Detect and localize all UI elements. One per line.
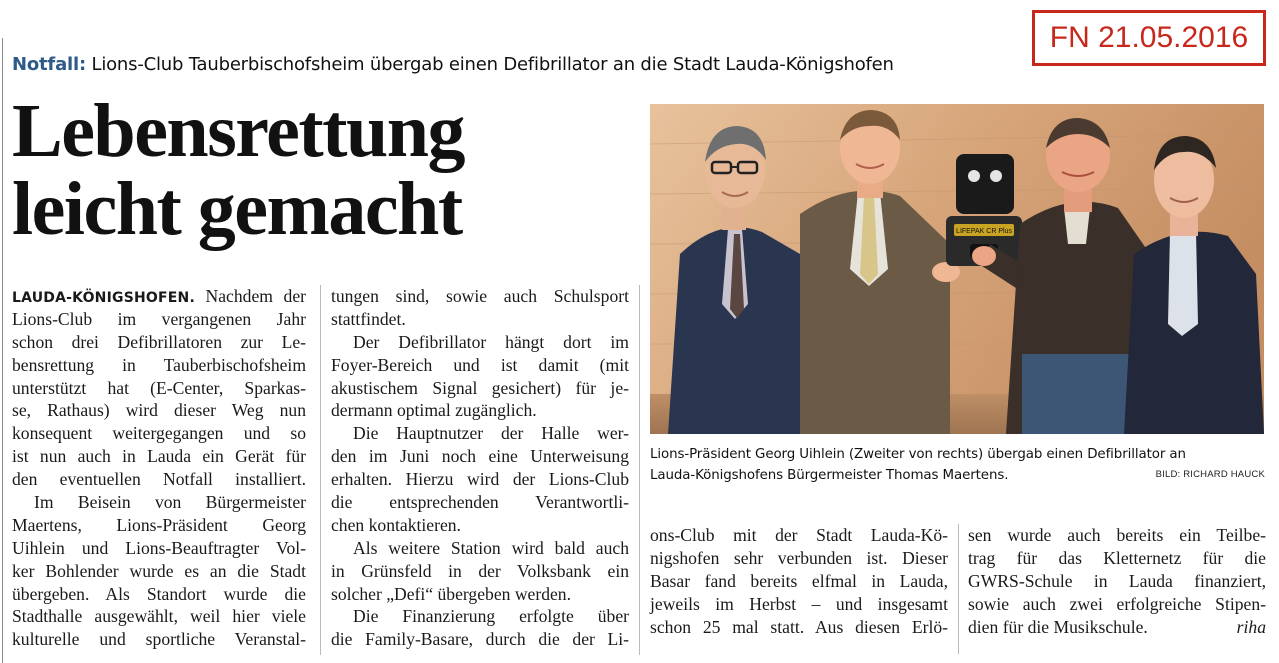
photo-credit: BILD: RICHARD HAUCK xyxy=(1155,469,1265,480)
headline xyxy=(12,89,465,251)
text-line: Lions-Club im vergangenen Jahr xyxy=(12,308,306,329)
article-photo xyxy=(650,104,1264,434)
article-kicker xyxy=(12,54,894,75)
text-line: Die Hauptnutzer der Halle wer- xyxy=(353,423,629,444)
text-line: GWRS-Schule in Lauda finanziert, xyxy=(968,570,1266,591)
text-line: Die Finanzierung erfolgte über xyxy=(353,606,629,627)
text-line: bensrettung in Tauberbischofsheim xyxy=(12,354,306,375)
headline-line-1: Lebensrettung xyxy=(12,89,465,173)
text-line: Im Beisein von Bürgermeister xyxy=(34,492,306,513)
dateline: LAUDA-KÖNIGSHOFEN. xyxy=(12,290,195,306)
text-line: se, Rathaus) wird dieser Weg nun xyxy=(12,400,306,421)
author-signature: riha xyxy=(1236,616,1266,637)
date-stamp: FN 21.05.2016 xyxy=(1032,10,1266,66)
headline-line-2: leicht gemacht xyxy=(12,167,462,251)
text-line: Als weitere Station wird bald auch xyxy=(353,537,629,558)
text-line-part: Nachdem der xyxy=(194,286,306,306)
article-column-2 xyxy=(331,285,629,651)
caption-line-1: Lions-Präsident Georg Uihlein (Zweiter von rechts) übergab einen Defibrillator an xyxy=(650,447,1186,462)
text-line: schon 25 mal statt. Aus diesen Erlö- xyxy=(650,616,948,637)
text-line xyxy=(968,616,1266,639)
caption-line-2: Lauda-Königshofens Bürgermeister Thomas Maertens. xyxy=(650,468,1009,483)
text-line: ist nun auch in Lauda ein Gerät für xyxy=(12,446,306,467)
text-line: kulturelle und sportliche Veranstal- xyxy=(12,629,306,650)
text-line: Foyer-Bereich und ist damit (mit xyxy=(331,354,629,375)
article-column-3 xyxy=(650,524,948,638)
text-line: Maertens, Lions-Präsident Georg xyxy=(12,514,306,535)
text-line: akustischem Signal gesichert) für je- xyxy=(331,377,629,398)
handover-photo-illustration xyxy=(650,104,1264,434)
column-rule xyxy=(639,285,640,655)
device-label: LIFEPAK CR Plus xyxy=(956,228,1012,235)
text-line: Der Defibrillator hängt dort im xyxy=(353,331,629,352)
text-line: trag für das Kletternetz für die xyxy=(968,547,1266,568)
column-rule xyxy=(958,524,959,654)
text-line: chen kontaktieren. xyxy=(331,514,461,535)
text-line: sowie auch zwei erfolgreiche Stipen- xyxy=(968,593,1266,614)
text-line: Basar fand bereits elfmal in Lauda, xyxy=(650,570,948,591)
text-line: den eventuellen Notfall installiert. xyxy=(12,469,306,490)
text-line: erhalten. Hierzu wird der Lions-Club xyxy=(331,469,629,490)
text-line: die Family-Basare, durch die der Li- xyxy=(331,629,629,650)
text-line: den im Juni noch eine Unterweisung xyxy=(331,446,629,467)
text-line: konsequent weitergegangen und so xyxy=(12,423,306,444)
text-line: nigshofen sehr verbunden ist. Dieser xyxy=(650,547,948,568)
text-line: übergeben. Als Standort wurde die xyxy=(12,583,306,604)
text-line-part: dien für die Musikschule. xyxy=(968,616,1148,637)
text-line: sen wurde auch bereits ein Teilbe- xyxy=(968,525,1266,545)
kicker-text: Lions-Club Tauberbischofsheim übergab einen Defibrillator an die Stadt Lauda-Königshofen xyxy=(91,54,894,75)
text-line: die entsprechenden Verantwortli- xyxy=(331,492,629,513)
text-line: dermann optimal zugänglich. xyxy=(331,400,537,421)
text-line: Stadthalle ausgewählt, weil hier viele xyxy=(12,606,306,627)
text-line: solcher „Defi“ übergeben werden. xyxy=(331,583,572,604)
text-line: unterstützt hat (E-Center, Sparkas- xyxy=(12,377,306,398)
text-line: ons-Club mit der Stadt Lauda-Kö- xyxy=(650,525,948,545)
text-line: ker Bohlender wurde es an die Stadt xyxy=(12,560,306,581)
column-rule xyxy=(320,285,321,655)
text-line: Uihlein und Lions-Beauftragter Vol- xyxy=(12,537,306,558)
article-column-4 xyxy=(968,524,1266,638)
article-column-1 xyxy=(12,285,306,651)
kicker-keyword: Notfall: xyxy=(12,54,86,75)
page-edge-line xyxy=(2,38,3,663)
text-line xyxy=(12,285,306,308)
text-line: tungen sind, sowie auch Schulsport xyxy=(331,286,629,306)
text-line: stattfindet. xyxy=(331,308,406,329)
text-line: in Grünsfeld in der Volksbank ein xyxy=(331,560,629,581)
text-line: schon drei Defibrillatoren zur Le- xyxy=(12,331,306,352)
text-line: jeweils im Herbst – und insgesamt xyxy=(650,593,948,614)
